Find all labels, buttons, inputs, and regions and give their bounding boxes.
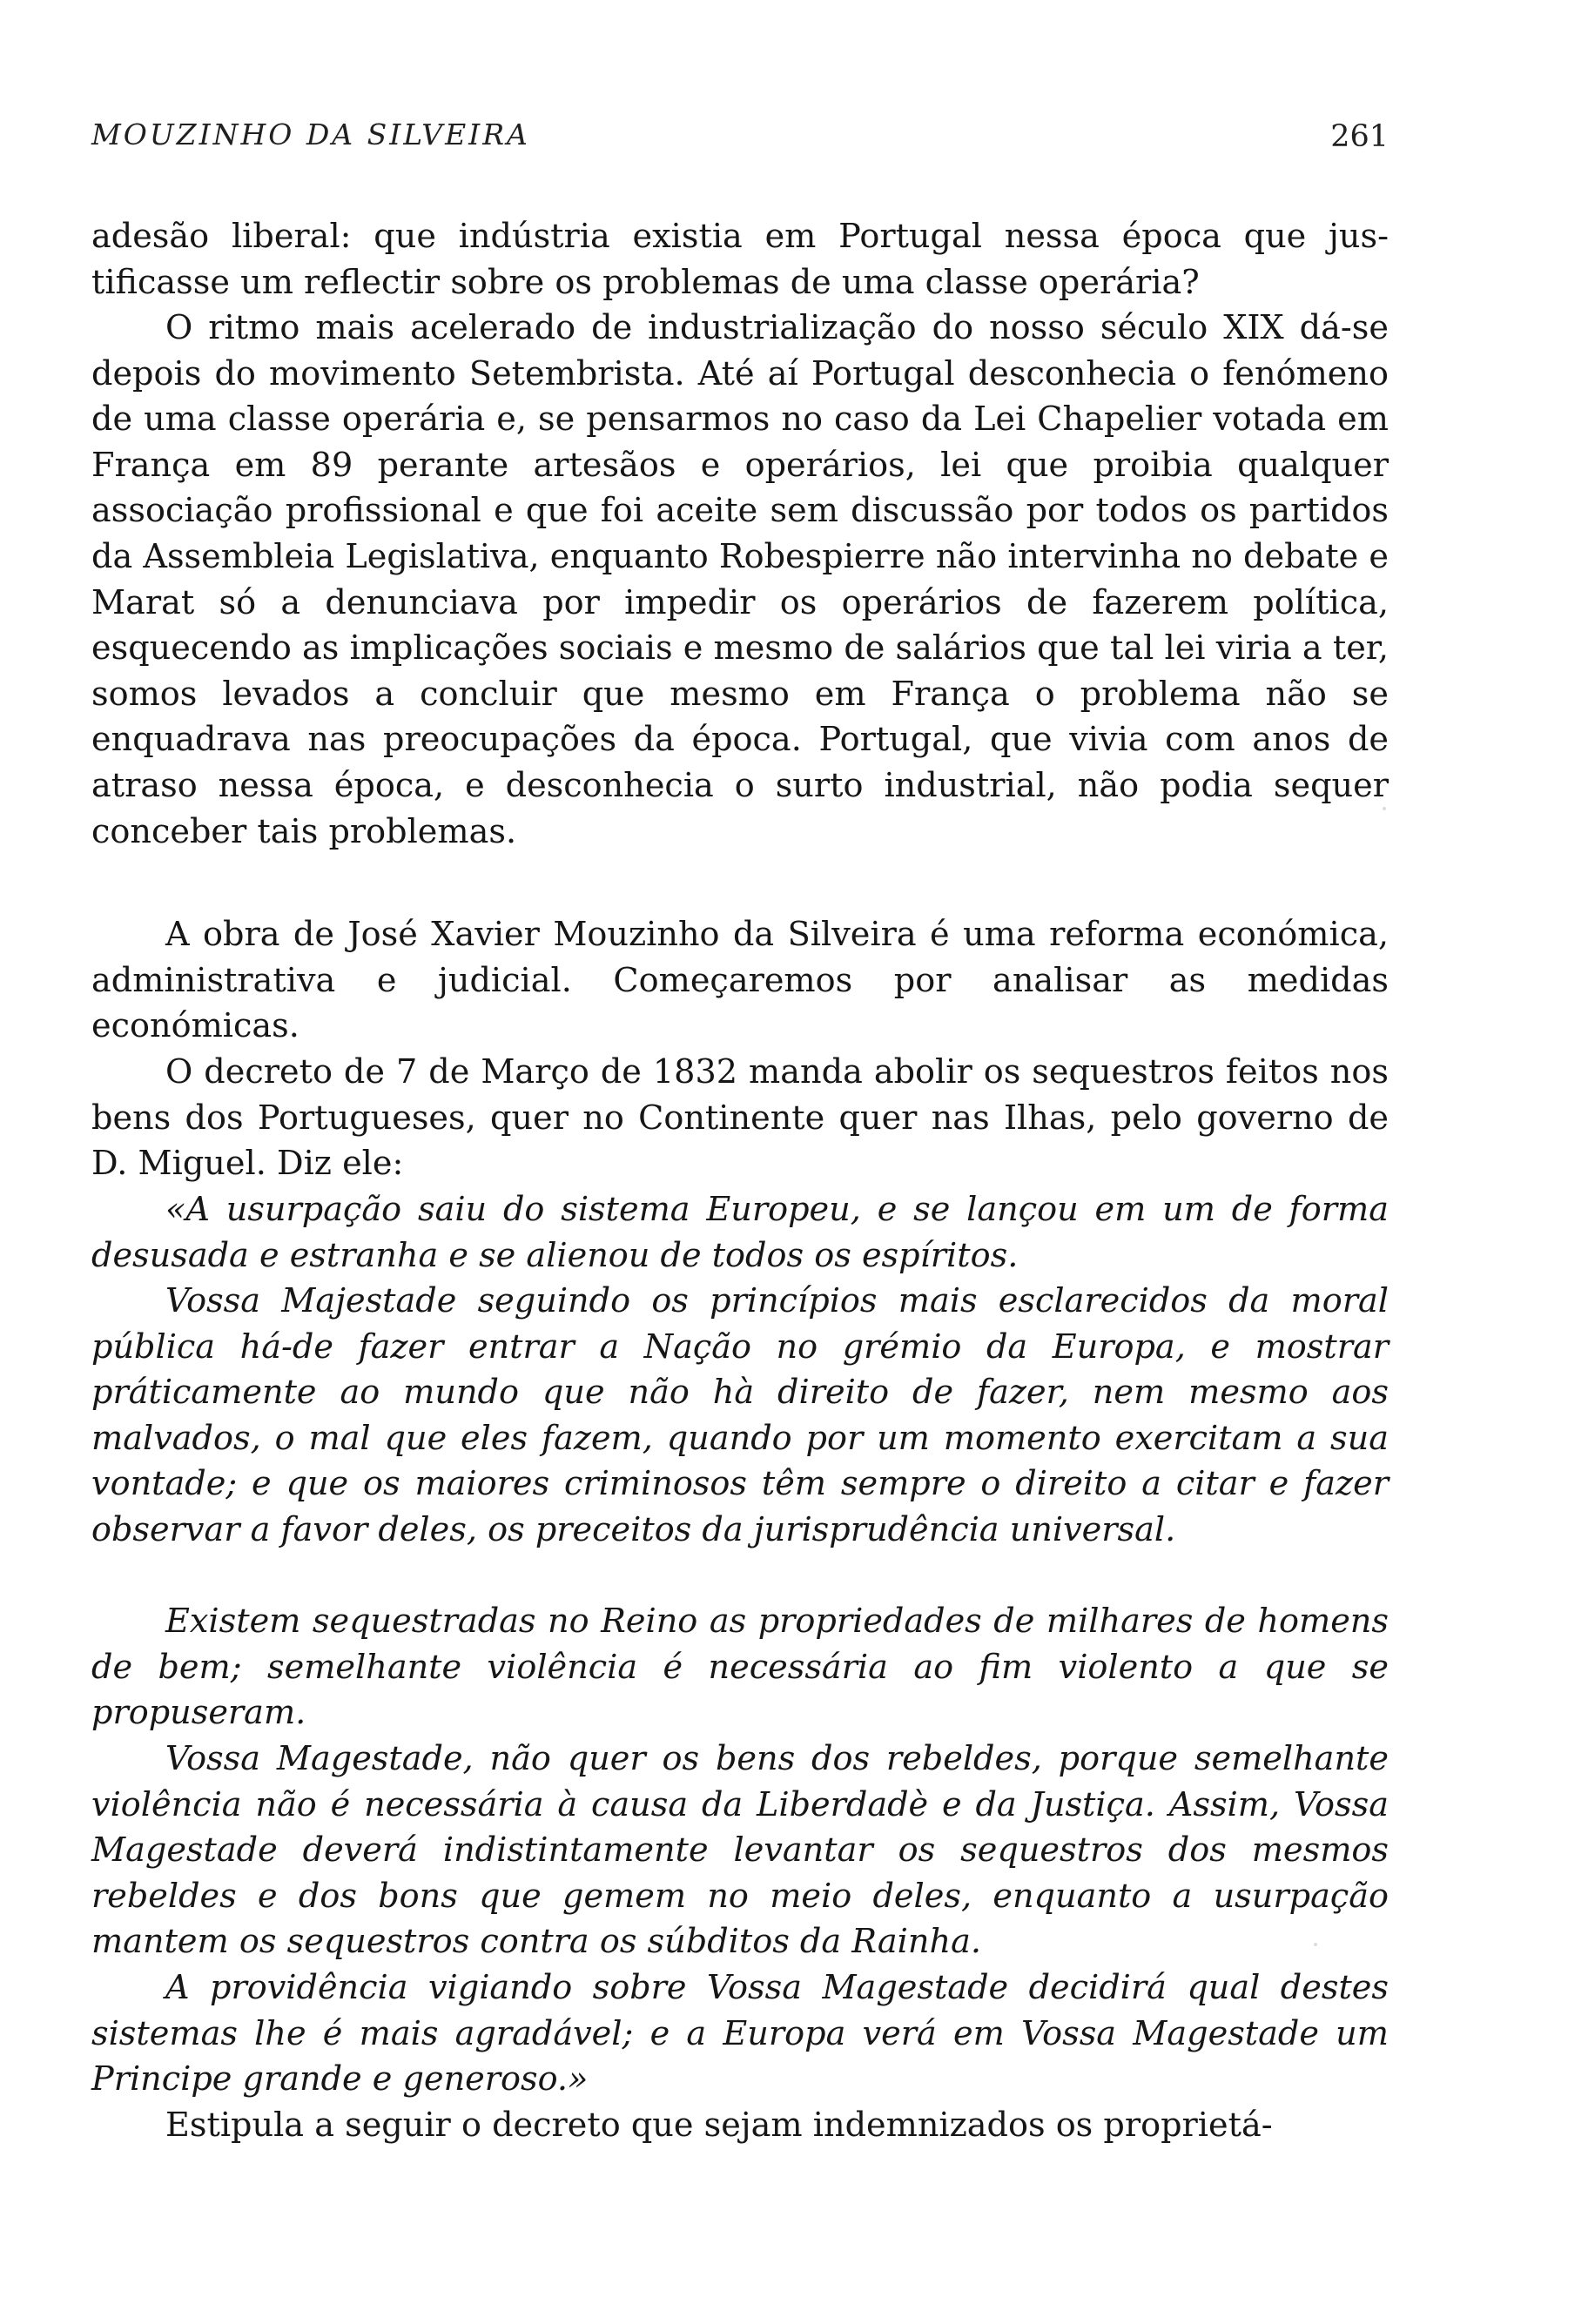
quoted-paragraph-usurpation: «A usurpação saiu do sistema Europeu, e se lançou em um de forma desusada e estranha e se alienou de todos os espíritos. — [91, 1191, 1389, 1275]
quoted-paragraph-majesty-principles: Vossa Majestade seguindo os princípios mais esclarecidos da moral pública há-de fazer entrar a Nação no grémio da Europa, e mostrar práticamente ao mundo que não hà direito de fazer, nem mesmo aos malvados, o mal que eles fazem, quando por um momento exercitam a sua vontade; e que os maiores criminosos têm sempre o direito a citar e fazer observar a favor deles, os preceitos da jurisprudência universal. — [91, 1282, 1389, 1549]
paragraph-industry-question: adesão liberal: que indústria existia em Portugal nessa época que justificasse um reflectir sobre os problemas de uma classe operária? — [91, 218, 1389, 302]
paragraph-mouzinho-reform: A obra de José Xavier Mouzinho da Silveira é uma reforma económica, administrativa e judicial. Começaremos por analisar as medidas económicas. — [91, 916, 1389, 1046]
paragraph-indemnification: Estipula a seguir o decreto que sejam indemnizados os proprietá- — [165, 2106, 1273, 2145]
page-number: 261 — [1330, 119, 1389, 154]
running-header — [91, 118, 1389, 165]
quoted-paragraph-rebels-goods: Vossa Magestade, não quer os bens dos rebeldes, porque semelhante violência não é necessária à causa da Liberdadè e da Justiça. Assim, Vossa Magestade deverá indistintamente levantar os sequestros dos mesmos rebeldes e dos bons que gemem no meio deles, enquanto a usurpação mantem os sequestros contra os súbditos da Rainha. — [91, 1740, 1389, 1962]
paragraph-decree-1832: O decreto de 7 de Março de 1832 manda abolir os sequestros feitos nos bens dos Portugueses, quer no Continente quer nas Ilhas, pelo governo de D. Miguel. Diz ele: — [91, 1053, 1389, 1184]
scan-speck — [1383, 807, 1386, 810]
scan-speck — [1314, 1943, 1317, 1946]
quoted-paragraph-sequestered-properties: Existem sequestradas no Reino as propriedades de milhares de homens de bem; semelhante violência é necessária ao fim violento a que se propuseram. — [91, 1602, 1389, 1733]
paragraph-industrialization: O ritmo mais acelerado de industrialização do nosso século XIX dá-se depois do movimento Setembrista. Até aí Portugal desconhecia o fenómeno de uma classe operária e, se pensarmos no caso da Lei Chapelier votada em França em 89 perante artesãos e operários, lei que proibia qualquer associação profissional e que foi aceite sem discussão por todos os partidos da Assembleia Legislativa, enquanto Robespierre não intervinha no debate e Marat só a denunciava por impedir os operários de fazerem política, esquecendo as implicações sociais e mesmo de salários que tal lei viria a ter, somos levados a concluir que mesmo em França o problema não se enquadrava nas preocupações da época. Portugal, que vivia com anos de atraso nessa época, e desconhecia o surto industrial, não podia sequer conceber tais problemas. — [91, 309, 1389, 851]
quoted-paragraph-providence: A providência vigiando sobre Vossa Magestade decidirá qual destes sistemas lhe é mais agradável; e a Europa verá em Vossa Magestade um Principe grande e generoso.» — [91, 1969, 1389, 2099]
running-title: MOUZINHO DA SILVEIRA — [91, 118, 530, 151]
